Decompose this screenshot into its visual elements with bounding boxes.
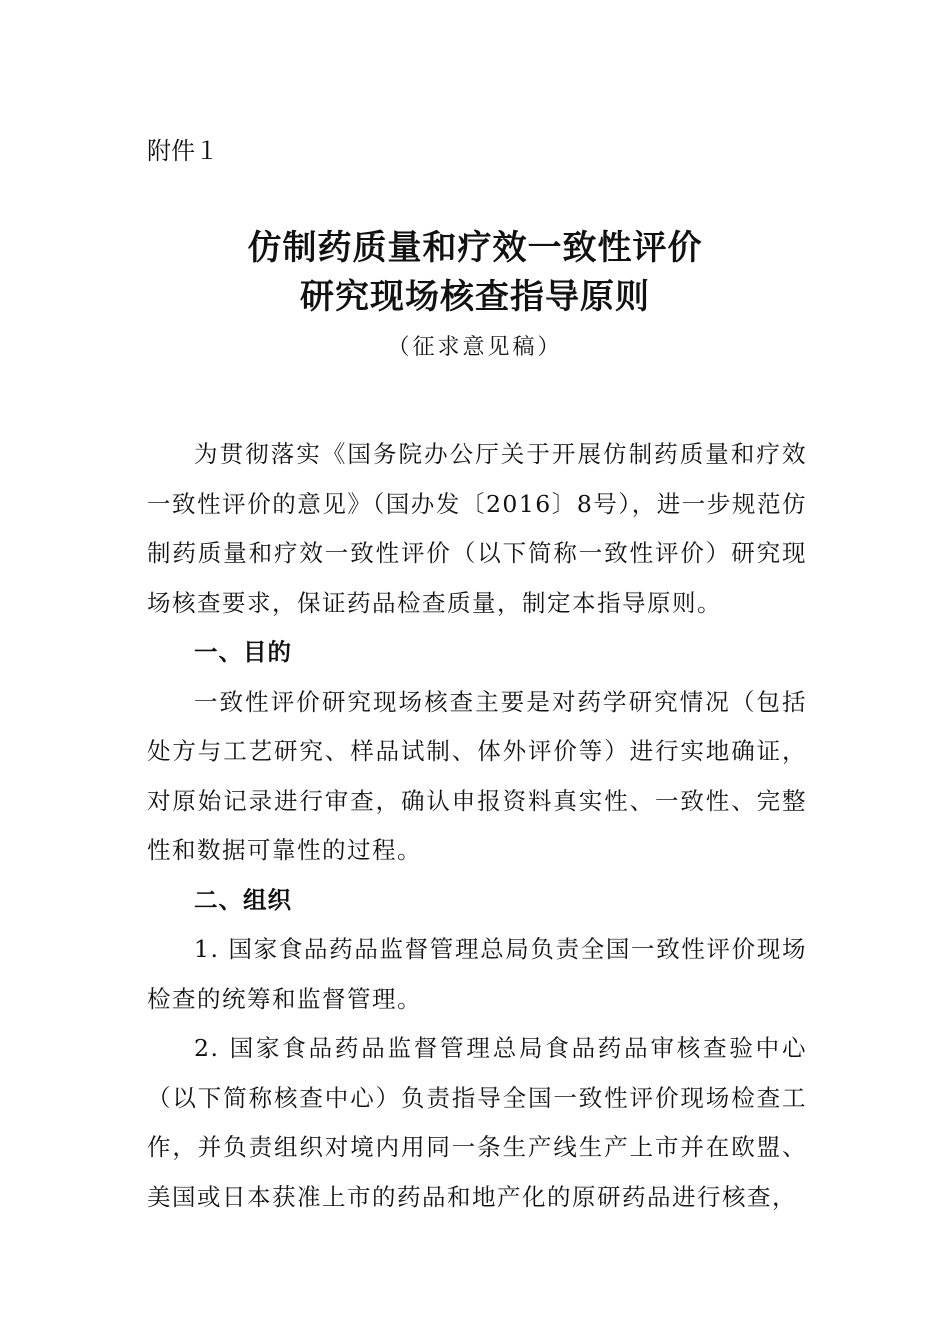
attachment-label: 附件１ (147, 137, 219, 165)
purpose-paragraph: 一致性评价研究现场核查主要是对药学研究情况（包括处方与工艺研究、样品试制、体外评价等）进行实地确证，对原始记录进行审查，确认申报资料真实性、一致性、完整性和数据可靠性的过程。 (147, 687, 807, 864)
document-title-line-1: 仿制药质量和疗效一致性评价 (247, 228, 703, 268)
document-title-line-2: 研究现场核查指导原则 (300, 277, 650, 317)
organization-item-1: 1. 国家食品药品监督管理总局负责全国一致性评价现场检查的统筹和监督管理。 (147, 935, 808, 1013)
organization-item-2: 2. 国家食品药品监督管理总局食品药品审核查验中心（以下简称核查中心）负责指导全国一致性评价现场检查工作，并负责组织对境内用同一条生产线生产上市并在欧盟、美国或日本获准上市的药品和地产化的原研药品进行核查， (147, 1034, 807, 1211)
section-heading-organization: 二、组织 (194, 885, 292, 914)
document-body (147, 430, 807, 1222)
document-subtitle: （征求意见稿） (387, 335, 563, 360)
intro-paragraph: 为贯彻落实《国务院办公厅关于开展仿制药质量和疗效一致性评价的意见》（国办发〔2016〕8号），进一步规范仿制药质量和疗效一致性评价（以下简称一致性评价）研究现场核查要求，保证药品检查质量，制定本指导原则。 (147, 440, 807, 617)
section-heading-purpose: 一、目的 (194, 638, 292, 666)
